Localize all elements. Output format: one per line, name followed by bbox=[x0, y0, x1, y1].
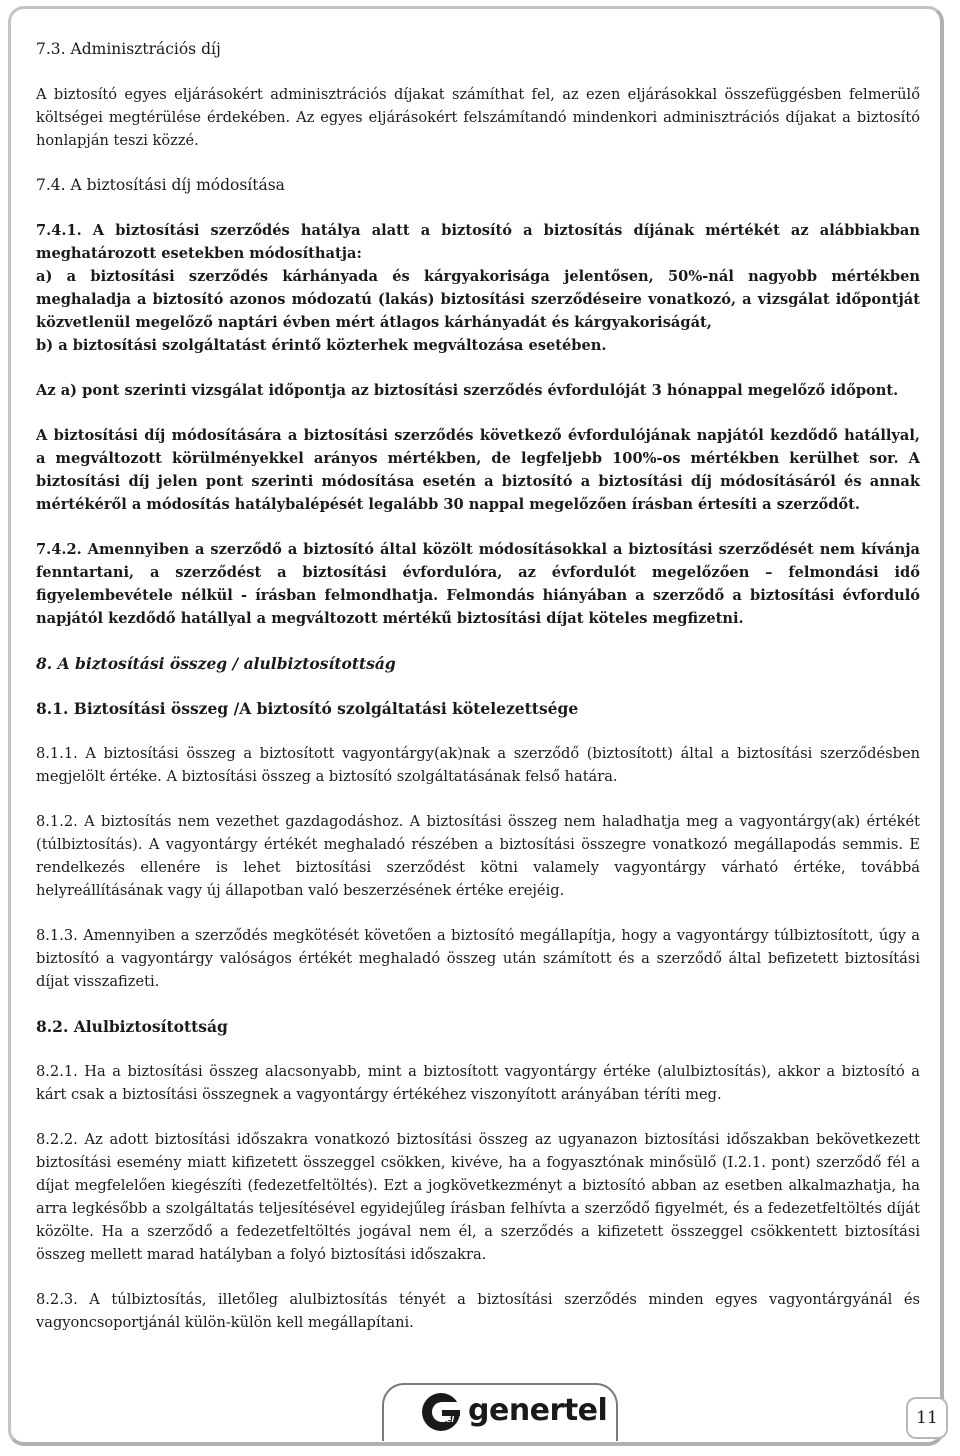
section-8-1-title: 8.1. Biztosítási összeg /A biztosító szolgáltatási kötelezettsége bbox=[36, 699, 579, 718]
section-7-4-1-p2: Az a) pont szerinti vizsgálat időpontja az biztosítási szerződés évfordulóját 3 hónappal megelőző időpont. bbox=[36, 382, 899, 399]
section-8-1-1: 8.1.1. A biztosítási összeg a biztosított vagyontárgy(ak)nak a szerződő (biztosított) által a biztosítási szerződésben megjelölt értéke. A biztosítási összeg a biztosító szolgáltatásának felső határa. bbox=[36, 745, 920, 785]
section-7-4-1-b: b) a biztosítási szolgáltatást érintő közterhek megváltozása esetében. bbox=[36, 337, 607, 354]
section-8-2-3: 8.2.3. A túlbiztosítás, illetőleg alulbiztosítás tényét a biztosítási szerződés minden egyes vagyontárgyánál és vagyoncsoportjánál külön-külön kell megállapítani. bbox=[36, 1291, 920, 1331]
genertel-logo bbox=[382, 1383, 618, 1441]
section-8-1-3: 8.1.3. Amennyiben a szerződés megkötését követően a biztosító megállapítja, hogy a vagyontárgy túlbiztosított, úgy a biztosító a vagyontárgy valóságos értékét meghaladó összeg után számított és a szerződő által befizetett biztosítási díjat visszafizeti. bbox=[36, 927, 920, 990]
section-7-4-title: 7.4. A biztosítási díj módosítása bbox=[36, 176, 285, 194]
section-8-2-2: 8.2.2. Az adott biztosítási időszakra vonatkozó biztosítási összeg az ugyanazon biztosítási időszakban bekövetkezett biztosítási esemény miatt kifizetett összeggel csökken, kivéve, ha a fogyasztónak minősülő (I.2.1. pont) szerződő fél a díjat megfelelően kiegészíti (fedezetfeltöltés). Ezt a jogkövetkezményt a biztosító abban az esetben alkalmazhatja, ha arra legkésőbb a szolgáltatás teljesítésével egyidejűleg írásban felhívta a szerződő figyelmét, és a fedezetfeltöltés díját közölte. Ha a szerződő a fedezetfeltöltés jogával nem él, a szerződés a kifizetett összeggel csökkentett biztosítási összeg mellett marad hatályban a folyó biztosítási időszakra. bbox=[36, 1131, 920, 1263]
section-7-4-1-a: a) a biztosítási szerződés kárhányada és kárgyakorisága jelentősen, 50%-nál nagyobb mértékben meghaladja a biztosító azonos módozatú (lakás) biztosítási szerződéseire vonatkozó, a vizsgálat időpontját közvetlenül megelőző naptári évben mért átlagos kárhányadát és kárgyakoriságát, bbox=[36, 268, 920, 331]
document-body bbox=[36, 38, 920, 1334]
section-7-3-title: 7.3. Adminisztrációs díj bbox=[36, 40, 221, 58]
section-7-3-body: A biztosító egyes eljárásokért adminisztrációs díjakat számíthat fel, az ezen eljárásokkal összefüggésben felmerülő költségei megtérülése érdekében. Az egyes eljárásokért felszámítandó mindenkori adminisztrációs díjakat a biztosító honlapján teszi közzé. bbox=[36, 86, 920, 149]
section-8-1-2: 8.1.2. A biztosítás nem vezethet gazdagodáshoz. A biztosítási összeg nem haladhatja meg a vagyontárgy(ak) értékét (túlbiztosítás). A vagyontárgy értékét meghaladó részében a biztosítási összegre vonatkozó megállapodás semmis. E rendelkezés ellenére is lehet biztosítási szerződést kötni valamely vagyontárgy várható értéke, továbbá helyreállításának vagy új állapotban való beszerzésének értéke erejéig. bbox=[36, 813, 920, 899]
logo-g-mark-icon bbox=[422, 1393, 460, 1431]
section-7-4-2: 7.4.2. Amennyiben a szerződő a biztosító által közölt módosításokkal a biztosítási szerződését nem kívánja fenntartani, a szerződést a biztosítási évfordulóra, az évfordulót megelőzően – felmondási idő figyelembevétele nélkül - írásban felmondhatja. Felmondás hiányában a szerződő a biztosítási évforduló napjától kezdődő hatállyal a megváltozott mértékű biztosítási díjat köteles megfizetni. bbox=[36, 541, 920, 627]
logo-tel-text: tel bbox=[442, 1415, 454, 1424]
logo-wordmark: genertel bbox=[468, 1393, 608, 1428]
section-8-title: 8. A biztosítási összeg / alulbiztosítottság bbox=[36, 654, 396, 673]
page-number: 11 bbox=[916, 1408, 938, 1428]
page-number-box bbox=[906, 1397, 948, 1439]
section-7-4-1-p3: A biztosítási díj módosítására a biztosítási szerződés következő évfordulójának napjától kezdődő hatállyal, a megváltozott körülményekkel arányos mértékben, de legfeljebb 100%-os mértékben kerülhet sor. A biztosítási díj jelen pont szerinti módosítása esetén a biztosító a biztosítási díj módosításáról és annak mértékéről a módosítás hatálybalépését legalább 30 nappal megelőzően írásban értesíti a szerződőt. bbox=[36, 427, 920, 513]
section-8-2-1: 8.2.1. Ha a biztosítási összeg alacsonyabb, mint a biztosított vagyontárgy értéke (alulbiztosítás), akkor a biztosító a kárt csak a biztosítási összegnek a vagyontárgy értékéhez viszonyított arányában téríti meg. bbox=[36, 1063, 920, 1103]
section-7-4-1: 7.4.1. A biztosítási szerződés hatálya alatt a biztosító a biztosítás díjának mértékét az alábbiakban meghatározott esetekben módosíthatja: bbox=[36, 222, 920, 262]
section-8-2-title: 8.2. Alulbiztosítottság bbox=[36, 1017, 228, 1036]
